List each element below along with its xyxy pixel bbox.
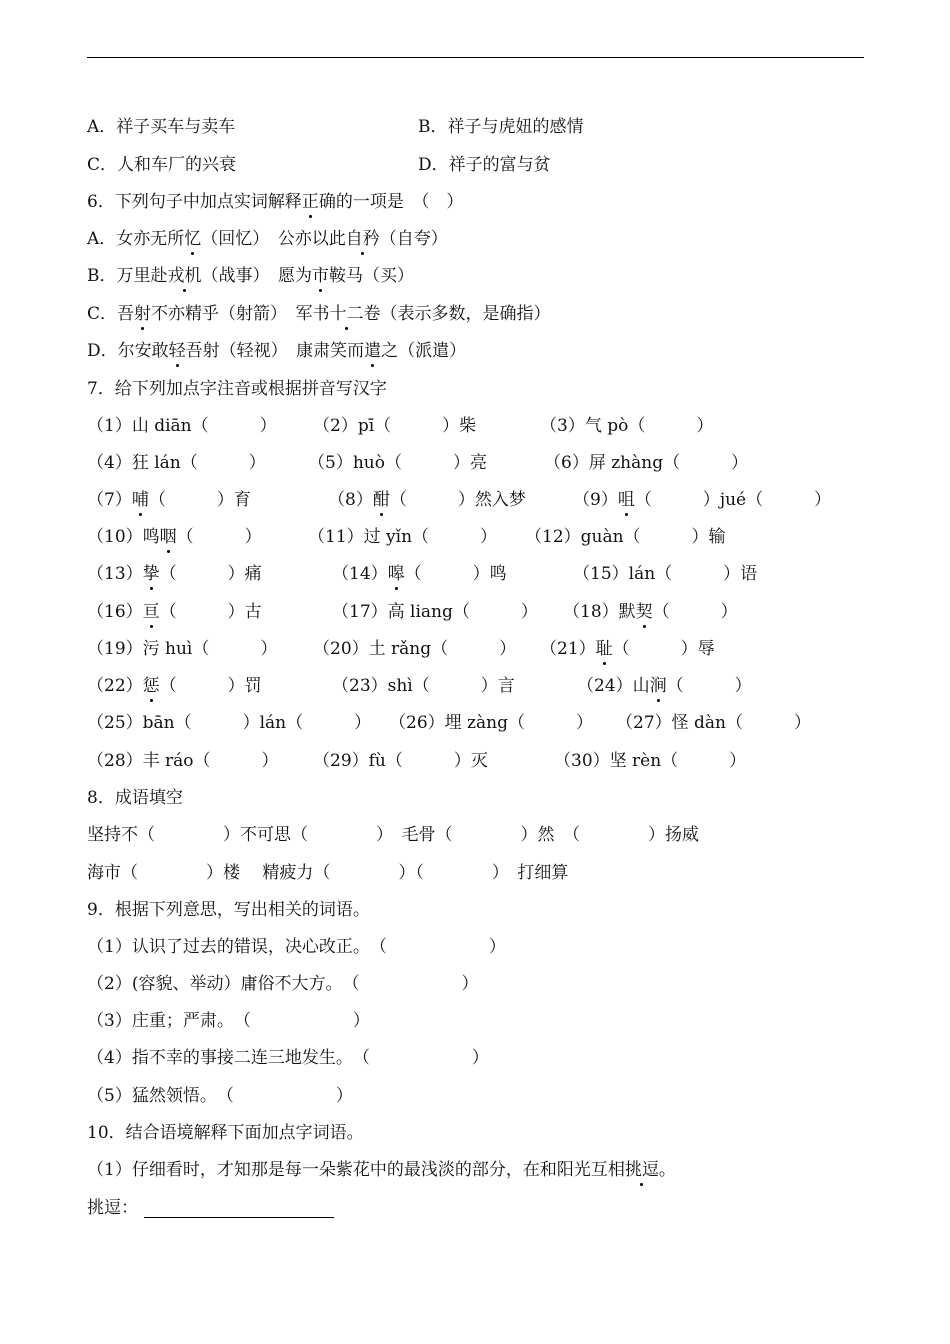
- q6-option-c: C．吾射不亦精乎（射箭） 军书十二卷（表示多数，是确指）: [87, 304, 551, 324]
- q9-item-5: （5）猛然领悟。 （ ）: [87, 1086, 353, 1106]
- q9-stem: 9．根据下列意思，写出相关的词语。: [87, 900, 370, 920]
- q7-item-20: （20）土 rǎng（ ）: [313, 639, 517, 659]
- dotted-char: 契: [635, 602, 653, 622]
- q7-item-13: （13）挚（ ）痛: [87, 564, 262, 584]
- dotted-char: 咀: [617, 490, 635, 510]
- q6-option-d: D．尔安敢轻吾射（轻视） 康肃笑而遣之（派遣）: [87, 341, 467, 361]
- q7-item-16: （16）亘（ ）古: [87, 602, 262, 622]
- q6-option-a: A．女亦无所忆（回忆） 公亦以此自矜（自夸）: [87, 229, 448, 249]
- q7-item-18: （18）默契（ ）: [563, 602, 738, 622]
- q7-item-2: （2）pī（ ）柴: [313, 416, 477, 436]
- dotted-char: 正: [301, 192, 319, 212]
- dotted-char: 遣: [364, 341, 382, 361]
- dotted-char: 惩: [142, 676, 160, 696]
- dotted-char: 哺: [131, 490, 149, 510]
- q9-item-2: （2）(容貌、举动）庸俗不大方。 （ ）: [87, 974, 479, 994]
- q7-item-25: （25）bān（ ）lán（ ）: [87, 713, 372, 733]
- q7-item-21: （21）耻（ ）辱: [540, 639, 715, 659]
- q7-item-7: （7）哺（ ）育: [87, 490, 251, 510]
- q7-item-9: （9）咀（ ）jué（ ）: [573, 490, 832, 510]
- q7-item-26: （26）埋 zàng（ ）: [389, 713, 593, 733]
- q7-item-30: （30）坚 rèn（ ）: [554, 751, 747, 771]
- q5-option-d: D．祥子的富与贫: [418, 155, 551, 175]
- q5-option-c: C．人和车厂的兴衰: [87, 155, 237, 175]
- q7-item-19: （19）污 huì（ ）: [87, 639, 278, 659]
- dotted-char: 耻: [595, 639, 613, 659]
- q9-item-1: （1）认识了过去的错误，决心改正。 （ ）: [87, 937, 506, 957]
- header-rule: [87, 57, 864, 58]
- q9-item-3: （3）庄重；严肃。 （ ）: [87, 1011, 370, 1031]
- dotted-char: 轻: [168, 341, 186, 361]
- q7-item-3: （3）气 pò（ ）: [540, 416, 714, 436]
- dotted-char: 挑逗: [624, 1160, 659, 1180]
- q7-item-24: （24）山涧（ ）: [577, 676, 752, 696]
- q7-item-27: （27）怪 dàn（ ）: [616, 713, 812, 733]
- q10-stem: 10．结合语境解释下面加点字词语。: [87, 1123, 364, 1143]
- q7-stem: 7．给下列加点字注音或根据拼音写汉字: [87, 379, 387, 399]
- q7-item-23: （23）shì（ ）言: [332, 676, 515, 696]
- dotted-char: 戎机: [167, 266, 202, 286]
- q7-item-6: （6）屏 zhàng（ ）: [544, 453, 749, 473]
- q7-item-11: （11）过 yǐn（ ）: [308, 527, 498, 547]
- dotted-char: 忆: [184, 229, 202, 249]
- q7-item-22: （22）惩（ ）罚: [87, 676, 262, 696]
- q6-stem: 6．下列句子中加点实词解释正确的一项是 （ ）: [87, 192, 464, 212]
- q7-item-10: （10）鸣咽（ ）: [87, 527, 262, 547]
- q10-answer-label: 挑逗：: [87, 1198, 138, 1218]
- q7-item-14: （14）嗥（ ）鸣: [332, 564, 507, 584]
- q5-option-a: A．祥子买车与卖车: [87, 117, 236, 137]
- q8-stem: 8．成语填空: [87, 788, 183, 808]
- q6-option-b: B．万里赴戎机（战事） 愿为市鞍马（买）: [87, 266, 414, 286]
- dotted-char: 市: [312, 266, 329, 286]
- q7-item-12: （12）guàn（ ）输: [525, 527, 726, 547]
- dotted-char: 酣: [372, 490, 390, 510]
- dotted-char: 咽: [159, 527, 177, 547]
- q5-option-b: B．祥子与虎妞的感情: [418, 117, 584, 137]
- dotted-char: 十二: [329, 304, 364, 324]
- dotted-char: 亘: [142, 602, 160, 622]
- q7-item-17: （17）高 liang（ ）: [332, 602, 538, 622]
- dotted-char: 涧: [649, 676, 667, 696]
- q7-item-1: （1）山 diān（ ）: [87, 416, 277, 436]
- answer-blank-line[interactable]: [144, 1217, 334, 1218]
- q7-item-29: （29）fù（ ）灭: [313, 751, 488, 771]
- q10-sentence: （1）仔细看时，才知那是每一朵紫花中的最浅淡的部分，在和阳光互相挑逗。: [87, 1160, 676, 1180]
- q9-item-4: （4）指不幸的事接二连三地发生。 （ ）: [87, 1048, 489, 1068]
- q8-line-2: 海市（ ）楼 精疲力（ ）（ ） 打细算: [87, 863, 569, 883]
- dotted-char: 挚: [142, 564, 160, 584]
- q7-item-5: （5）huò（ ）亮: [308, 453, 487, 473]
- q7-item-4: （4）狂 lán（ ）: [87, 453, 266, 473]
- dotted-char: 射: [134, 304, 152, 324]
- dotted-char: 自矜: [345, 229, 380, 249]
- q7-item-28: （28）丰 ráo（ ）: [87, 751, 279, 771]
- q7-item-15: （15）lán（ ）语: [573, 564, 758, 584]
- q8-line-1: 坚持不（ ）不可思（ ） 毛骨（ ）然 （ ）扬威: [87, 825, 699, 845]
- dotted-char: 嗥: [387, 564, 405, 584]
- q7-item-8: （8）酣（ ）然入梦: [328, 490, 526, 510]
